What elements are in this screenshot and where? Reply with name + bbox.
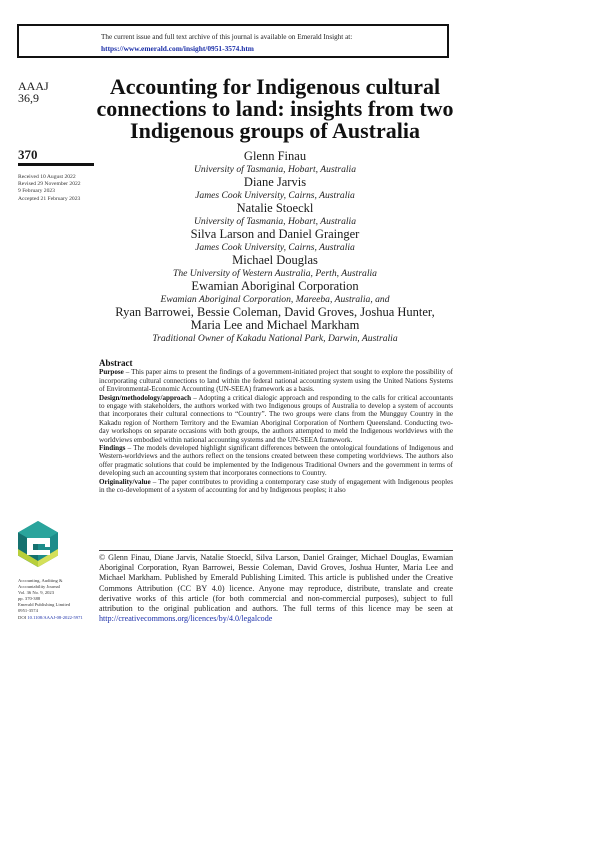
received-date: Received 10 August 2022 <box>18 174 76 180</box>
section-text: – The models developed highlight significant differences between the ontological foundations of Indigenous and Western-worldviews and the authors reflect on the tensions created between these competing worldviews. The authors also offer pragmatic solutions that could be implemented by the Indigenous Traditional Owners and the government in terms of developing such an accounting system that incorporates connections to Country. <box>99 444 453 478</box>
author-list <box>96 150 454 345</box>
divider <box>18 163 94 166</box>
author-affiliation: University of Tasmania, Hobart, Australia <box>193 164 357 175</box>
licence-link[interactable]: http://creativecommons.org/licences/by/4.0/legalcode <box>99 614 273 624</box>
abstract-heading: Abstract <box>99 358 133 368</box>
author-affiliation: James Cook University, Cairns, Australia <box>195 190 355 201</box>
journal-name-2: Accountability Journal <box>18 584 60 590</box>
accepted-date: Accepted 21 February 2023 <box>18 195 81 202</box>
author-affiliation: University of Tasmania, Hobart, Australia <box>193 216 357 227</box>
article-title: Accounting for Indigenous cultural connections to land: insights from two Indigenous groups of Australia <box>96 74 454 143</box>
section-label: Design/methodology/approach <box>99 393 192 402</box>
journal-name: Accounting, Auditing & <box>18 578 63 583</box>
revised-date: Revised 29 November 2022 <box>18 181 81 188</box>
publisher: Emerald Publishing Limited <box>18 602 71 608</box>
author-name: Ewamian Aboriginal Corporation <box>191 279 359 293</box>
author-name: Glenn Finau <box>243 149 307 163</box>
banner-text: The current issue and full text archive of this journal is available on Emerald Insight at: <box>101 33 353 41</box>
section-label: Findings <box>99 444 126 453</box>
emerald-logo-icon <box>18 521 58 567</box>
section-text: – This paper aims to present the findings of a government-initiated project that sought to explore the possibility of incorporating cultural connections to land within the federal national accounting system using the United Nations Systems of Environmental-Economic Accounting (UN-SEEA) framework as a basis. <box>99 368 453 394</box>
volume-issue: 36,9 <box>18 91 39 105</box>
abstract <box>99 359 453 495</box>
copyright-text: © Glenn Finau, Diane Jarvis, Natalie Stoeckl, Silva Larson, Daniel Grainger, Michael Douglas, Ewamian Aboriginal Corporation, Ryan Barrowei, Bessie Coleman, David Groves, Joshua Hunter, Maria Lee and Michael Markham. Published by Emerald Publishing Limited. This article is published under the Creative Commons Attribution (CC BY 4.0) licence. Anyone may reproduce, distribute, translate and create derivative works of this article (for both commercial and non-commercial purposes), subject to full attribution to the original publication and authors. The full terms of this licence may be seen at <box>99 553 453 614</box>
author-name: Diane Jarvis <box>243 175 307 189</box>
section-label: Originality/value <box>99 477 151 486</box>
abstract-purpose <box>99 368 453 393</box>
copyright-notice <box>99 553 453 624</box>
author-affiliation: James Cook University, Cairns, Australia <box>195 242 355 253</box>
abstract-findings <box>99 444 453 478</box>
doi <box>18 615 83 621</box>
abstract-design <box>99 394 453 444</box>
doi-label: DOI <box>18 614 27 620</box>
banner-url-link[interactable]: https://www.emerald.com/insight/0951-3574.htm <box>101 44 254 53</box>
journal-sidebar <box>18 80 94 104</box>
journal-abbreviation: AAAJ <box>18 79 49 93</box>
author-affiliation: The University of Western Australia, Perth, Australia <box>173 268 377 279</box>
author-affiliation: Traditional Owner of Kakadu National Park, Darwin, Australia <box>152 333 398 344</box>
article-dates <box>18 174 81 203</box>
author-name: Silva Larson and Daniel Grainger <box>190 227 360 241</box>
author-name: Michael Douglas <box>232 253 318 267</box>
page-number: 370 <box>18 147 38 162</box>
author-affiliation: Ewamian Aboriginal Corporation, Mareeba, Australia, and <box>160 294 390 305</box>
author-name: Ryan Barrowei, Bessie Coleman, David Groves, Joshua Hunter, Maria Lee and Michael Markham <box>115 305 435 332</box>
divider <box>99 550 453 551</box>
volume-info: Vol. 36 No. 9, 2023 <box>18 590 55 596</box>
doi-link[interactable]: 10.1108/AAAJ-08-2022-5971 <box>27 614 83 620</box>
section-label: Purpose <box>99 368 124 377</box>
issn: 0951-3574 <box>18 608 38 614</box>
section-text: – Adopting a critical dialogic approach and responding to the calls for critical accountants to engage with stakeholders, the authors worked with two Indigenous groups of Australia to develop a system of accounts that incorporates their cultural connections to “Country”. The two groups were clans from the Mungguy Country in the Kakadu region of Northern Territory and the Ewamian Aboriginal Corporation of Northern Queensland. Conducting two-day workshops on separate occasions with both groups, the authors attempted to meld the Indigenous worldviews with the worldviews embodied within national accounting systems and the UN-SEEA framework. <box>99 393 453 444</box>
abstract-originality <box>99 478 453 495</box>
publication-info <box>18 578 83 621</box>
revised-date-2: 9 February 2023 <box>18 188 55 195</box>
journal-availability-banner <box>17 24 449 58</box>
section-text: – The paper contributes to providing a contemporary case study of engagement with Indigenous peoples in the co-development of a system of accounting for and by Indigenous peoples; it also <box>99 477 453 495</box>
author-name: Natalie Stoeckl <box>236 201 314 215</box>
page-range: pp. 370-388 <box>18 596 41 602</box>
